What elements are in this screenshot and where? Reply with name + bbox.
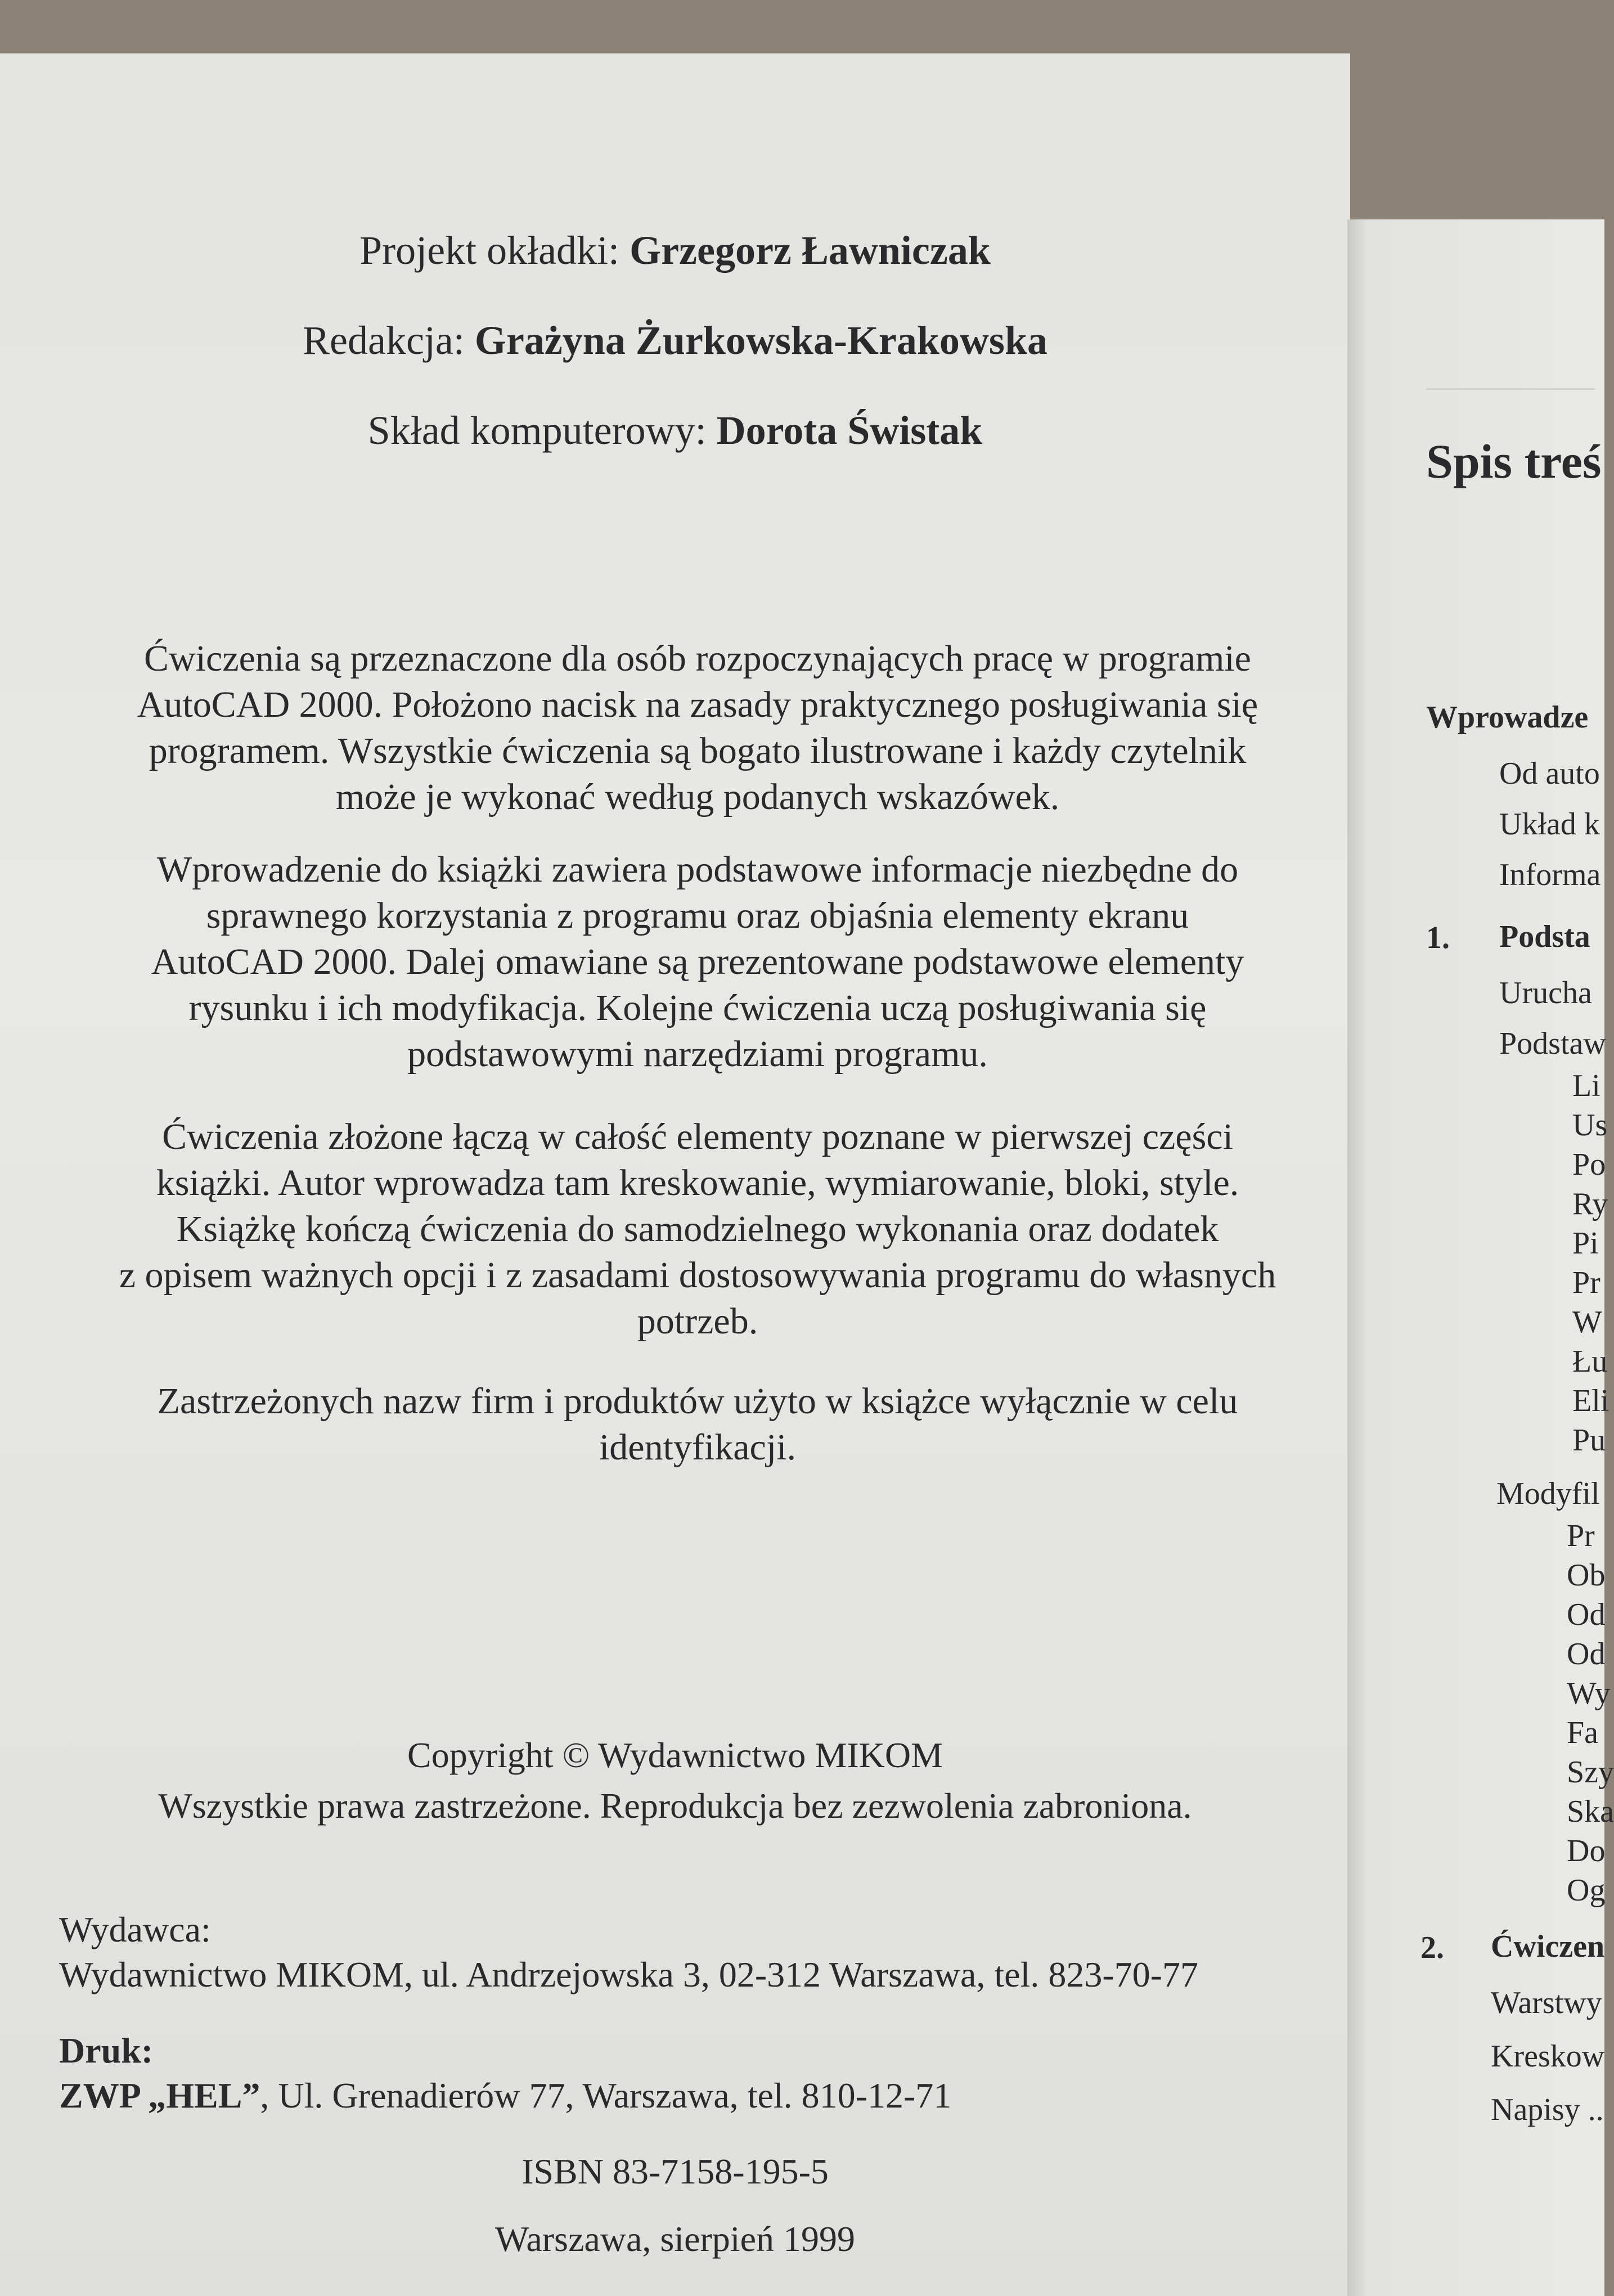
toc-entry: Warstwy [1491,1985,1602,2020]
credit-typesetting: Skład komputerowy: Dorota Świstak [367,408,983,453]
toc-entry: Od auto [1499,756,1600,791]
credit-editor: Redakcja: Grażyna Żurkowska-Krakowska [303,318,1047,363]
toc-subentry: Od [1567,1637,1606,1672]
toc-entry: Kreskow [1491,2039,1605,2074]
toc-subentry: Od [1567,1597,1606,1632]
toc-subentry: Eli [1572,1383,1609,1418]
toc-subentry: Ska [1567,1794,1614,1829]
toc-entry: Modyfil [1496,1476,1600,1511]
toc-chapter-number: 2. [1420,1930,1444,1965]
toc-subentry: Pi [1572,1226,1599,1261]
paragraph-trademarks: Zastrzeżonych nazw firm i produktów użyto w książce wyłącznie w celu identyfikacji. [157,1381,1238,1468]
toc-subentry: Po [1572,1147,1606,1182]
toc-subentry: Li [1572,1068,1600,1103]
toc-subentry: Pu [1572,1423,1606,1458]
printer-address: ZWP „HEL”, Ul. Grenadierów 77, Warszawa, tel. 810-12-71 [59,2075,952,2115]
toc-entry: Podstaw [1499,1026,1606,1061]
left-page [0,53,1350,2296]
toc-subentry: Łu [1572,1344,1608,1379]
toc-subentry: Szy [1567,1755,1614,1790]
toc-entry: Układ k [1499,807,1600,842]
toc-subentry: Pr [1572,1265,1600,1300]
right-page [1347,219,1614,2296]
publisher-label: Wydawca: [59,1909,211,1949]
paragraph-advanced: Ćwiczenia złożone łączą w całość elementy poznane w pierwszej części książki. Autor wprowadza tam kreskowanie, wymiarowanie, bloki, style. Książkę kończą ćwiczenia do samodzielnego wykonania oraz dodatek z opisem ważnych opcji i z zasadami dostosowywania programu do własnych potrzeb. [119,1116,1276,1342]
toc-subentry: Ob [1567,1558,1606,1593]
isbn: ISBN 83-7158-195-5 [521,2151,829,2191]
toc-subentry: W [1572,1305,1602,1340]
toc-subentry: Og [1567,1873,1606,1908]
print-label: Druk: [59,2030,154,2070]
toc-entry: Urucha [1499,976,1592,1010]
copyright-line: Copyright © Wydawnictwo MIKOM [407,1735,943,1775]
toc-subentry: Fa [1567,1715,1598,1750]
paragraph-intro: Ćwiczenia są przeznaczone dla osób rozpoczynających pracę w programie AutoCAD 2000. Położono nacisk na zasady praktycznego posługiwania się programem. Wszystkie ćwiczenia są bogato ilustrowane i każdy czytelnik może je wykonać według podanych wskazówek. [137,638,1258,817]
publisher-address: Wydawnictwo MIKOM, ul. Andrzejowska 3, 02-312 Warszawa, tel. 823-70-77 [59,1954,1198,1994]
toc-section-intro: Wprowadze [1426,700,1589,735]
toc-subentry: Us [1572,1108,1608,1143]
paragraph-contents: Wprowadzenie do książki zawiera podstawowe informacje niezbędne do sprawnego korzystania z programu oraz objaśnia elementy ekranu AutoCAD 2000. Dalej omawiane są prezentowane podstawowe elementy rysunku i ich modyfikacja. Kolejne ćwiczenia uczą posługiwania się podstawowymi narzędziami programu. [151,849,1244,1075]
toc-entry: Informa [1499,857,1601,892]
toc-chapter: Ćwiczen [1491,1929,1605,1964]
toc-title: Spis treś [1426,434,1602,488]
place-date: Warszawa, sierpień 1999 [495,2219,855,2259]
credit-cover: Projekt okładki: Grzegorz Ławniczak [359,228,991,273]
toc-subentry: Do [1567,1834,1606,1868]
rights-line: Wszystkie prawa zastrzeżone. Reprodukcja bez zezwolenia zabroniona. [158,1786,1192,1826]
toc-chapter: Podsta [1499,919,1590,954]
toc-subentry: Wy [1567,1676,1611,1711]
toc-chapter-number: 1. [1426,920,1450,955]
toc-subentry: Ry [1572,1187,1608,1221]
header-rule [1426,388,1595,390]
toc-subentry: Pr [1567,1518,1595,1553]
toc-entry: Napisy .. [1491,2092,1604,2127]
